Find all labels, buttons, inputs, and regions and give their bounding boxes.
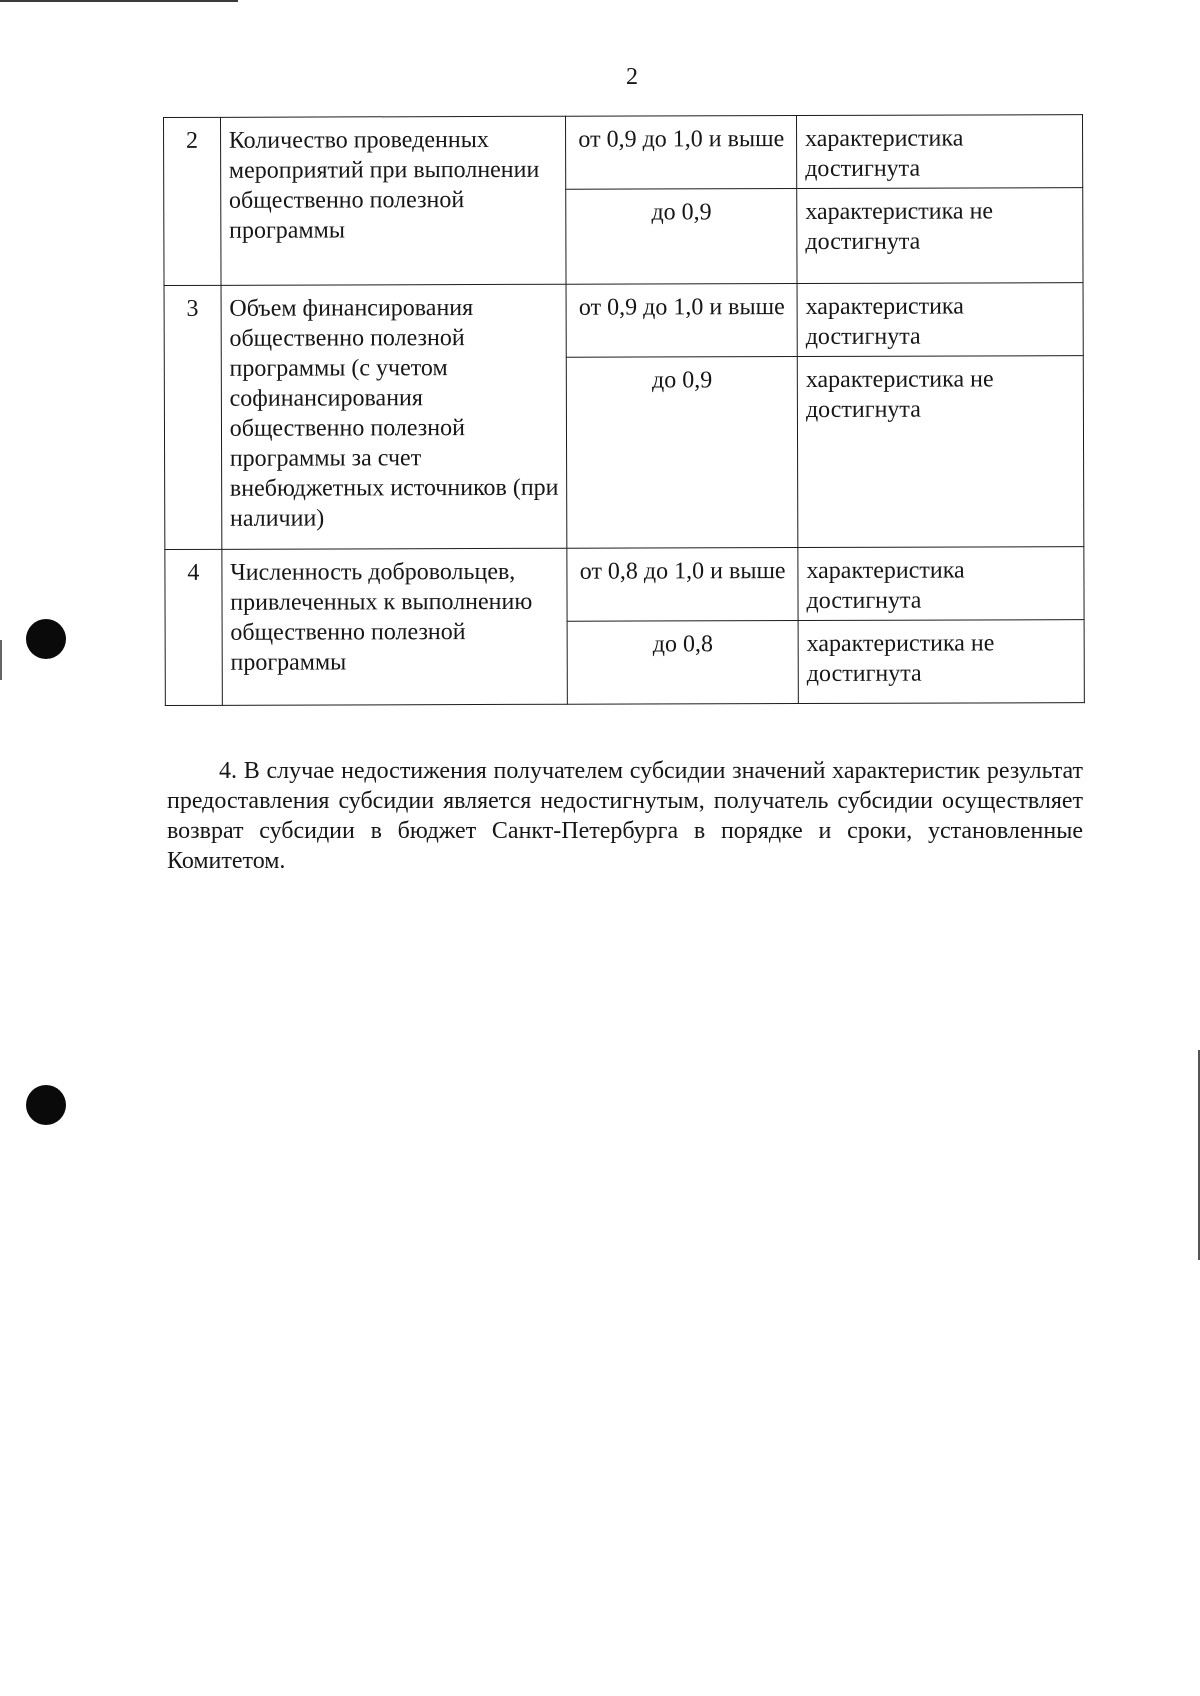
scan-edge-line	[0, 0, 238, 2]
criteria-table	[163, 114, 1085, 706]
scan-edge-line-left	[0, 640, 2, 680]
not-achieved-status: характеристика не достигнута	[797, 356, 1084, 548]
characteristic-name: Численность добровольцев, привлеченных к выполнению общественно полезной программы	[222, 548, 568, 705]
punch-hole-icon	[26, 619, 66, 659]
not-achieved-range: до 0,9	[567, 357, 798, 549]
page-number: 2	[626, 64, 638, 90]
achieved-status: характеристика достигнута	[797, 283, 1083, 357]
characteristic-name: Количество проведенных мероприятий при выполнении общественно полезной программы	[220, 116, 566, 285]
achieved-status: характеристика достигнута	[796, 115, 1082, 189]
characteristic-name: Объем финансирования общественно полезной программы (с учетом софинансирования общественно полезной программы за счет внебюджетных источников (при наличии)	[221, 284, 568, 549]
row-number: 4	[165, 549, 222, 705]
row-number: 2	[164, 117, 221, 285]
table-row	[164, 115, 1083, 191]
paragraph-4: 4. В случае недостижения получателем субсидии значений характеристик результат предоставления субсидии является недостигнутым, получатель субсидии осуществляет возврат субсидии в бюджет Санкт-Петербурга в порядке и сроки, установленные Комитетом.	[167, 758, 1083, 874]
not-achieved-range: до 0,8	[568, 621, 799, 705]
not-achieved-status: характеристика не достигнута	[797, 188, 1083, 284]
achieved-range: от 0,9 до 1,0 и выше	[566, 116, 797, 190]
not-achieved-range: до 0,9	[566, 189, 797, 285]
not-achieved-status: характеристика не достигнута	[798, 620, 1084, 704]
achieved-status: характеристика достигнута	[798, 547, 1084, 621]
row-number: 3	[164, 285, 222, 549]
table-row	[164, 283, 1083, 359]
achieved-range: от 0,8 до 1,0 и выше	[567, 548, 798, 622]
table-row	[165, 547, 1084, 623]
achieved-range: от 0,9 до 1,0 и выше	[566, 284, 797, 358]
punch-hole-icon	[26, 1085, 66, 1125]
